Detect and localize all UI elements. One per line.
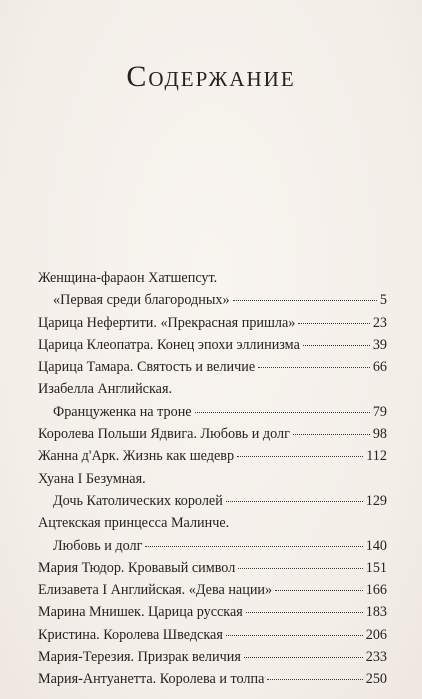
toc-entry-line	[38, 557, 387, 579]
toc-entry	[38, 601, 387, 623]
toc-page-number: 23	[372, 314, 387, 331]
toc-page-number: 250	[365, 671, 387, 688]
toc-entry	[38, 468, 387, 513]
toc-entry	[38, 356, 387, 378]
toc-entry-title: Царица Клеопатра. Конец эпохи эллинизма	[38, 336, 300, 353]
toc-entry-title: Жанна д'Арк. Жизнь как шедевр	[38, 448, 235, 465]
toc-entry-title: Дочь Католических королей	[53, 492, 223, 509]
toc-entry-title: Елизавета I Английская. «Дева нации»	[38, 582, 273, 599]
toc-entry-line	[38, 401, 387, 423]
dot-leader	[275, 590, 363, 591]
toc-entry	[38, 557, 387, 579]
toc-entry-title: Мария Тюдор. Кровавый символ	[38, 559, 236, 576]
toc-page-number: 206	[365, 626, 387, 643]
toc-entry-line	[38, 624, 387, 646]
toc-entry-line	[38, 579, 387, 601]
toc-entry-line	[38, 334, 387, 356]
toc-entry	[38, 624, 387, 646]
toc-page-number: 98	[372, 426, 387, 443]
dot-leader	[226, 501, 363, 502]
toc-page-number: 140	[365, 537, 387, 554]
toc-entry-title-line: Хуана I Безумная.	[38, 470, 146, 487]
toc-entry-line	[38, 535, 387, 557]
toc-entry-line	[38, 668, 387, 690]
toc-page-number: 166	[365, 582, 387, 599]
toc-entry-title: Мария-Антуанетта. Королева и толпа	[38, 671, 265, 688]
dot-leader	[246, 612, 363, 613]
toc-page-number: 151	[365, 559, 387, 576]
toc-entry	[38, 267, 387, 312]
toc-entry-title-line: Женщина-фараон Хатшепсут.	[38, 270, 218, 286]
toc-page-number: 66	[372, 359, 387, 376]
dot-leader	[298, 323, 369, 324]
toc-entry-line	[38, 601, 387, 623]
dot-leader	[238, 568, 362, 569]
toc-entry-line	[38, 312, 387, 334]
toc-entry-line	[38, 646, 387, 668]
toc-entry	[38, 312, 387, 334]
toc-entry	[38, 579, 387, 601]
toc-entry-line	[38, 356, 387, 378]
toc-page-number: 5	[379, 292, 387, 309]
toc-page-number: 79	[372, 403, 387, 420]
toc-page-number: 129	[365, 492, 387, 509]
toc-entry	[38, 668, 387, 690]
toc-entry-title-line: Изабелла Английская.	[38, 381, 173, 398]
dot-leader	[303, 345, 370, 346]
toc-page-number: 233	[365, 649, 387, 666]
toc-entry-line	[38, 490, 387, 512]
toc-entry-title: Царица Нефертити. «Прекрасная пришла»	[38, 314, 296, 331]
toc-entry-title: Любовь и долг	[53, 537, 143, 554]
dot-leader	[195, 412, 370, 413]
toc-page-number: 112	[366, 448, 387, 465]
toc-entry	[38, 334, 387, 356]
dot-leader	[293, 434, 370, 435]
dot-leader	[145, 546, 362, 547]
dot-leader	[233, 300, 377, 301]
dot-leader	[267, 679, 362, 680]
toc-entry-line	[38, 445, 387, 467]
dot-leader	[244, 657, 363, 658]
toc-entry	[38, 445, 387, 467]
toc-page-number: 183	[365, 604, 387, 621]
toc-entry	[38, 423, 387, 445]
toc-entry-line	[38, 423, 387, 445]
toc-entry-line	[38, 289, 387, 311]
toc-entry-title: Кристина. Королева Шведская	[38, 626, 223, 643]
toc-entry-title: Королева Польши Ядвига. Любовь и долг	[38, 426, 290, 443]
toc-entry	[38, 646, 387, 668]
toc-entry	[38, 512, 387, 557]
toc-entry-title: Царица Тамара. Святость и величие	[38, 359, 256, 376]
toc-entry-title: Марина Мнишек. Царица русская	[38, 604, 243, 621]
dot-leader	[226, 635, 363, 636]
toc-entry-title: Француженка на троне	[53, 403, 192, 420]
toc-entry	[38, 378, 387, 423]
table-of-contents	[38, 267, 387, 691]
toc-page-number: 39	[372, 336, 387, 353]
toc-entry-title: Мария-Терезия. Призрак величия	[38, 649, 241, 666]
toc-entry-title: «Первая среди благородных»	[53, 292, 230, 309]
dot-leader	[237, 456, 363, 457]
dot-leader	[258, 367, 370, 368]
page-title: Содержание	[126, 60, 296, 93]
toc-entry-title-line: Ацтекская принцесса Малинче.	[38, 515, 230, 532]
